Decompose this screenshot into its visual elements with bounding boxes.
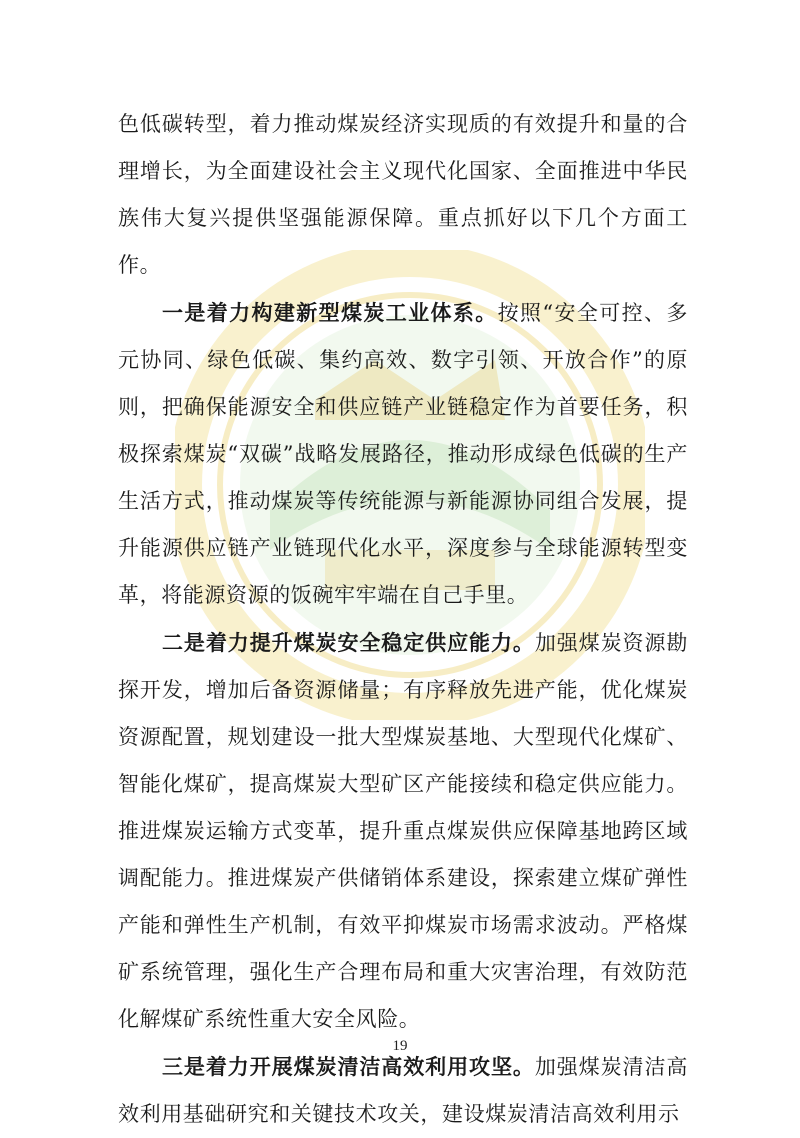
paragraph-supply-capacity [118, 619, 688, 1043]
paragraph-text: 加强煤炭资源勘探开发，增加后备资源储量；有序释放先进产能，优化煤炭资源配置，规划建设一批大型煤炭基地、大型现代化煤矿、智能化煤矿，提高煤炭大型矿区产能接续和稳定供应能力。推进煤炭运输方式变革，提升重点煤炭供应保障基地跨区域调配能力。推进煤炭产供储销体系建设，探索建立煤矿弹性产能和弹性生产机制，有效平抑煤炭市场需求波动。严格煤矿系统管理，强化生产合理布局和重大灾害治理，有效防范化解煤矿系统性重大安全风险。 [118, 631, 688, 1031]
paragraph-lead: 一是着力构建新型煤炭工业体系。 [162, 300, 498, 325]
paragraph-clean-utilization [118, 1043, 688, 1138]
paragraph-lead: 三是着力开展煤炭清洁高效利用攻坚。 [162, 1054, 535, 1079]
page-number: 19 [392, 1038, 408, 1054]
paragraph-text: 按照“安全可控、多元协同、绿色低碳、集约高效、数字引领、开放合作”的原则，把确保能源安全和供应链产业链稳定作为首要任务，积极探索煤炭“双碳”战略发展路径，推动形成绿色低碳的生产生活方式，推动煤炭等传统能源与新能源协同组合发展，提升能源供应链产业链现代化水平，深度参与全球能源转型变革，将能源资源的饭碗牢牢端在自己手里。 [118, 301, 689, 607]
paragraph-text: 加强煤炭清洁高效利用基础研究和关键技术攻关，建设煤炭清洁高效利用示 [118, 1055, 688, 1126]
document-body [118, 100, 688, 1138]
paragraph-text: 色低碳转型，着力推动煤炭经济实现质的有效提升和量的合理增长，为全面建设社会主义现代化国家、全面推进中华民族伟大复兴提供坚强能源保障。重点抓好以下几个方面工作。 [118, 112, 688, 277]
paragraph-lead: 二是着力提升煤炭安全稳定供应能力。 [162, 630, 535, 655]
paragraph-industry-system [118, 289, 688, 619]
paragraph-intro [118, 100, 688, 289]
